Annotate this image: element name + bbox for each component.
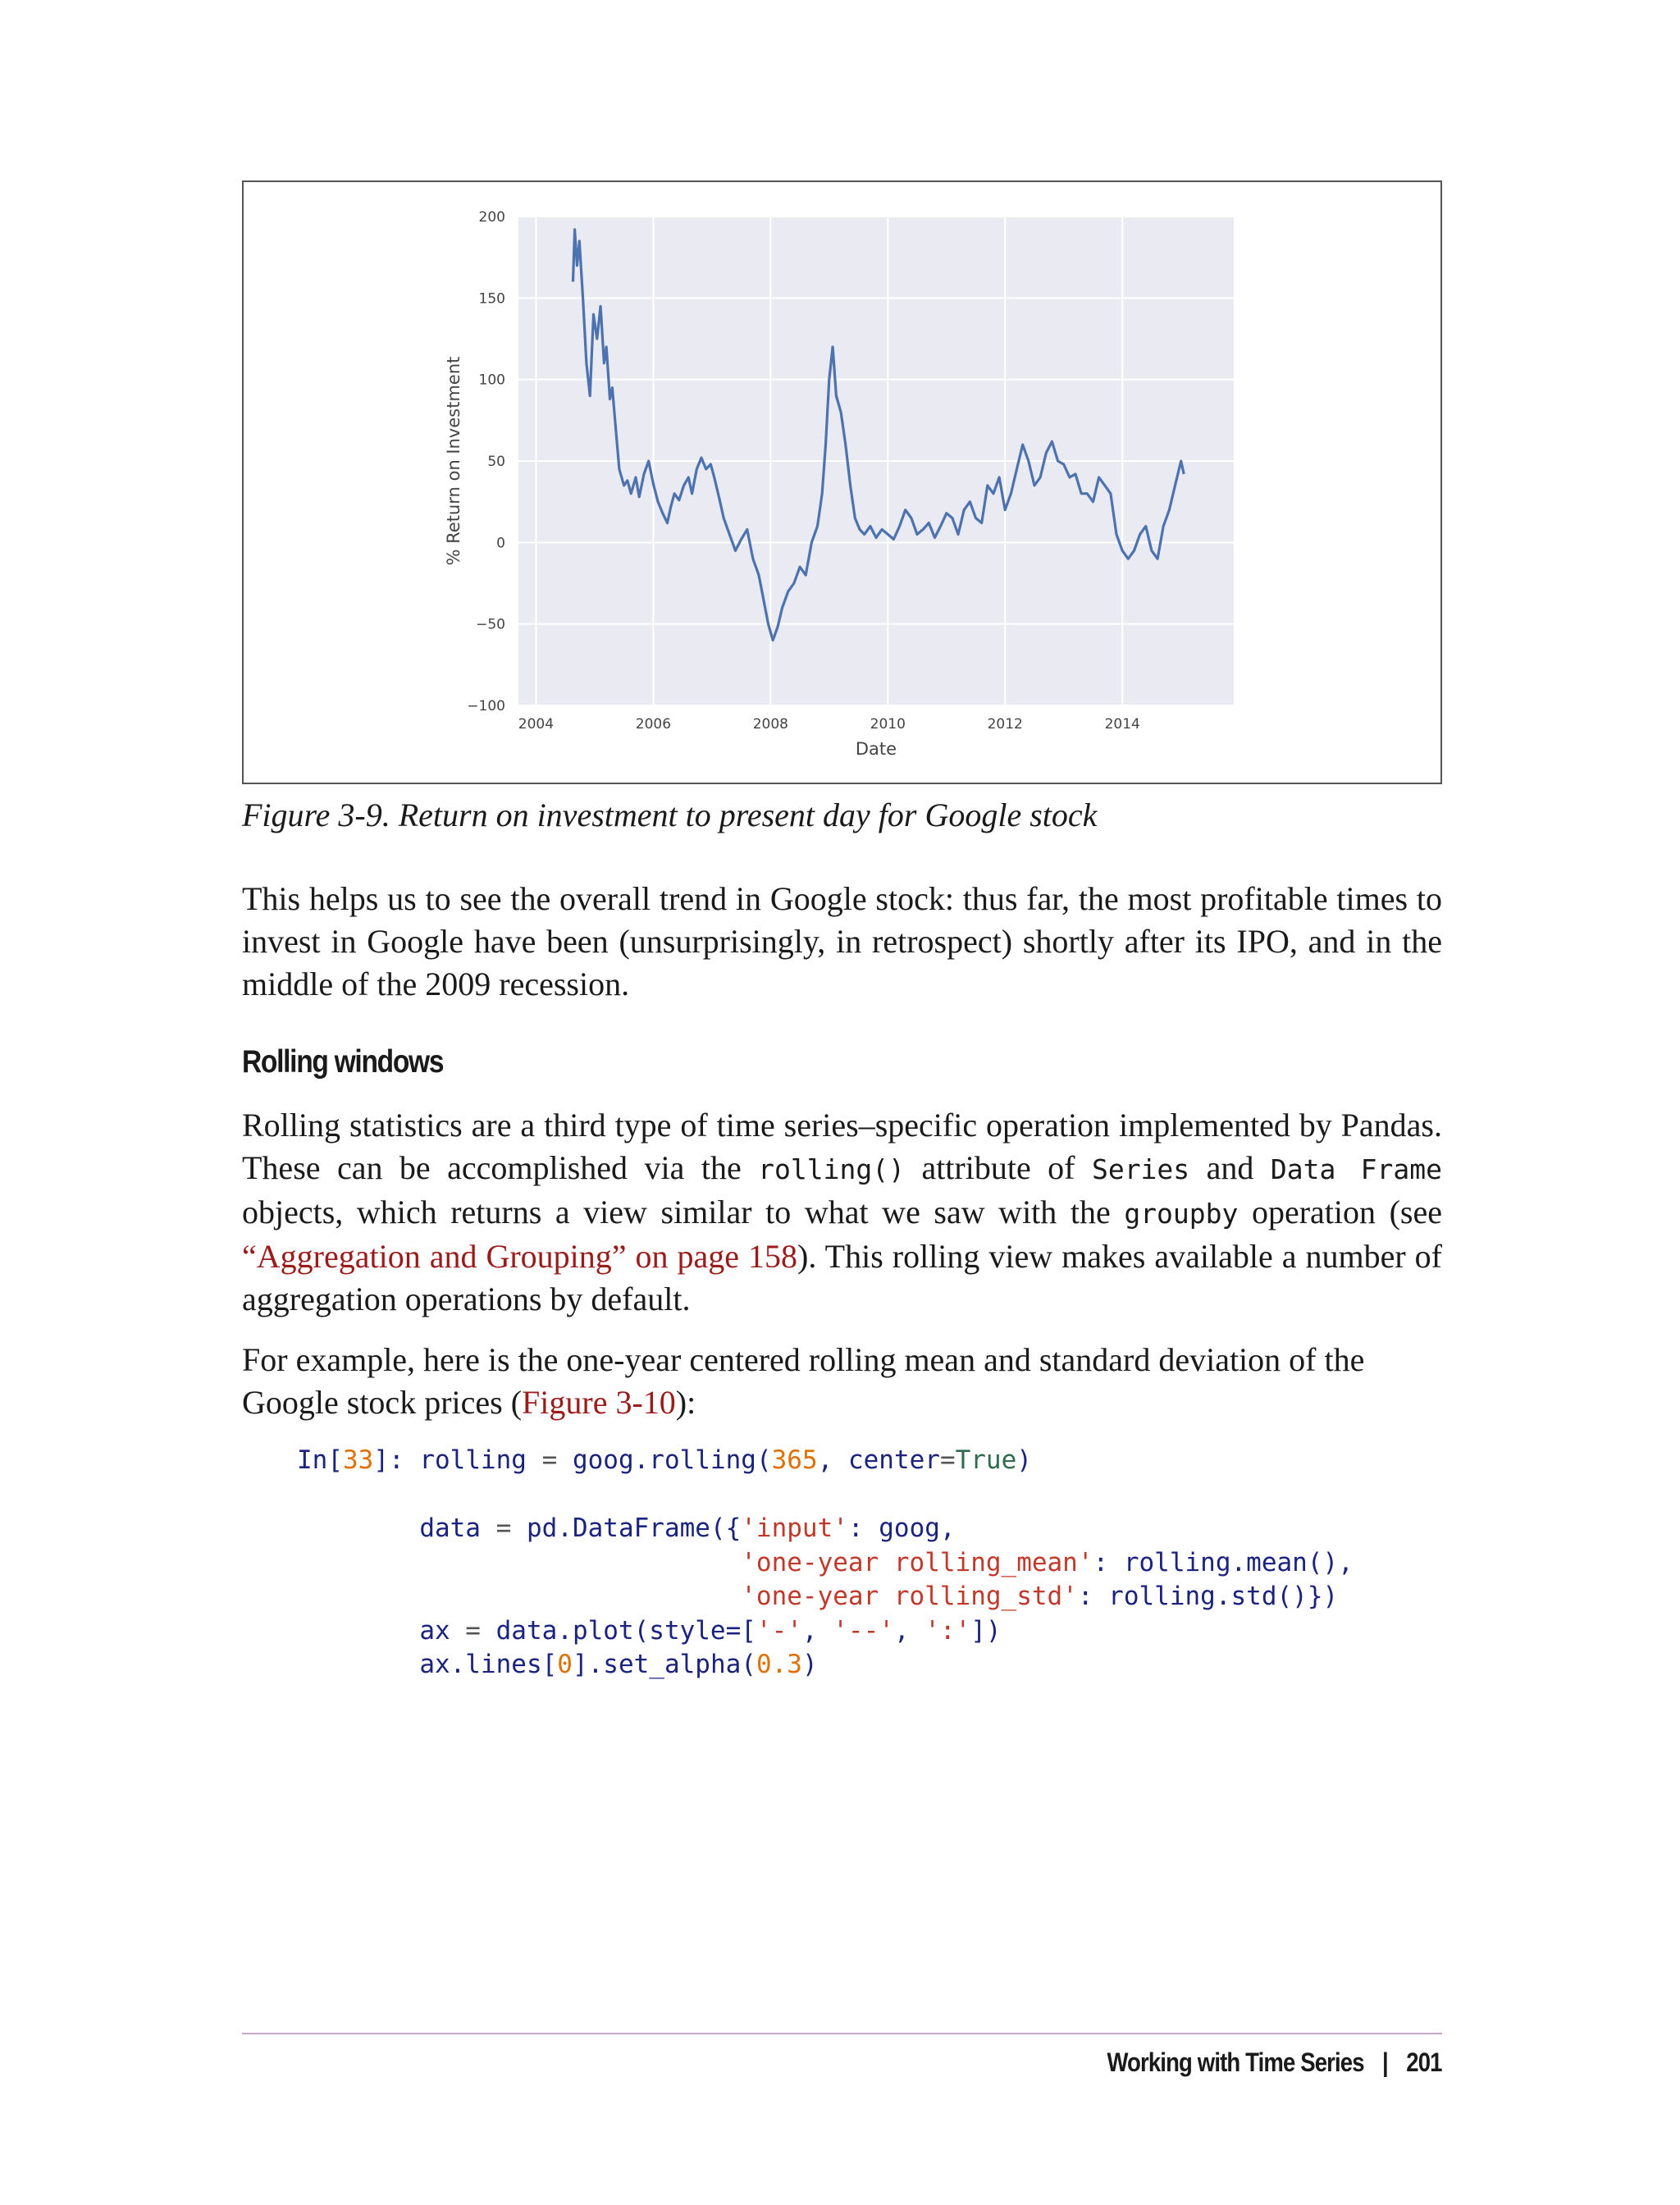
code-rolling: rolling(): [758, 1153, 905, 1185]
code-token: data: [419, 1513, 481, 1543]
code-token: ].set_alpha(: [572, 1650, 756, 1679]
code-token: 0.3: [756, 1650, 802, 1679]
code-token: =: [480, 1513, 527, 1543]
paragraph-2-text-5: operation (see: [1238, 1194, 1442, 1230]
y-tick-labels: [467, 209, 505, 714]
link-aggregation-grouping[interactable]: “Aggregation and Grouping” on page 158: [242, 1238, 798, 1275]
code-token: : goog,: [847, 1513, 956, 1543]
code-token: ]): [970, 1615, 1002, 1646]
footer-separator: |: [1382, 2048, 1389, 2077]
code-indent: [297, 1582, 741, 1611]
page-footer: [1107, 2046, 1442, 2079]
figure-frame: [242, 180, 1442, 784]
code-token: ,: [817, 1445, 848, 1475]
code-token: ): [801, 1650, 818, 1679]
roi-chart: [244, 182, 1440, 783]
figure-caption: Figure 3-9. Return on investment to present day for Google stock: [242, 797, 1098, 833]
code-token: True: [955, 1445, 1017, 1475]
code-token: =: [526, 1445, 573, 1475]
code-token: ':': [924, 1615, 971, 1646]
code-groupby: groupby: [1124, 1198, 1239, 1230]
code-series: Series: [1091, 1153, 1190, 1185]
y-tick-label: 0: [496, 535, 505, 552]
code-line-3: [297, 1548, 1354, 1577]
code-token: 'one-year rolling_std': [741, 1582, 1078, 1611]
code-dataframe: Data Frame: [1270, 1153, 1442, 1185]
code-token: '-': [756, 1615, 802, 1646]
code-line-2: [297, 1513, 956, 1543]
code-token: pd.DataFrame({: [526, 1513, 742, 1543]
paragraph-2-text-2: attribute of: [904, 1149, 1092, 1186]
x-tick-label: 2012: [987, 716, 1023, 733]
page-number: 201: [1406, 2048, 1442, 2077]
y-tick-label: 200: [478, 209, 505, 226]
code-indent: [297, 1513, 419, 1543]
paragraph-3: [242, 1339, 1442, 1424]
section-heading: Rolling windows: [242, 1044, 444, 1080]
code-block: [297, 1444, 1354, 1682]
code-token: data.plot(style=[: [495, 1615, 756, 1646]
x-tick-label: 2010: [870, 716, 906, 733]
paragraph-2-text-1: Rolling statistics are a third type of time series–specific operation implemented by Pandas. These can be accomplished via the: [242, 1107, 1442, 1186]
y-tick-label: −50: [476, 616, 505, 633]
code-token: goog.rolling(: [572, 1445, 772, 1475]
paragraph-3-text-2: ):: [675, 1384, 696, 1421]
x-tick-label: 2006: [635, 716, 672, 733]
code-indent: [297, 1650, 419, 1679]
code-token: ): [1016, 1445, 1032, 1475]
code-line-1: [297, 1445, 1032, 1475]
paragraph-3-text-1: For example, here is the one-year centered rolling mean and standard deviation of the Google stock prices (: [242, 1341, 1365, 1421]
code-token: =: [450, 1615, 496, 1646]
code-token: '--': [833, 1615, 894, 1646]
code-token: ,: [893, 1615, 925, 1646]
x-axis-label: Date: [855, 739, 897, 759]
paragraph-2-text-3: and: [1189, 1149, 1271, 1186]
paragraph-2: [242, 1104, 1442, 1321]
code-token: : rolling.std()}): [1077, 1582, 1339, 1611]
paragraph-1: This helps us to see the overall trend in Google stock: thus far, the most profitable times to invest in Google have been (unsurprisingly, in retrospect) shortly after its IPO, and in the middle of the 2009 recession.: [242, 880, 1442, 1002]
footer-chapter-title: Working with Time Series: [1107, 2048, 1365, 2077]
y-tick-label: 150: [478, 290, 505, 308]
code-token: ax: [419, 1615, 450, 1646]
code-line-5: [297, 1616, 1002, 1646]
y-tick-label: 50: [487, 454, 505, 470]
code-token: 'one-year rolling_mean': [741, 1547, 1093, 1577]
code-indent: [297, 1616, 419, 1646]
code-token: 365: [771, 1445, 818, 1475]
paragraph-2-text-4: objects, which returns a view similar to what we saw with the: [242, 1194, 1125, 1230]
x-tick-label: 2014: [1104, 716, 1140, 733]
paragraph-2-text-6: ). This rolling view makes available a number of aggregation operations by default.: [242, 1238, 1442, 1317]
footer-rule: [242, 2033, 1442, 2034]
link-figure-3-10[interactable]: Figure 3-10: [522, 1384, 676, 1421]
y-axis-label: % Return on Investment: [444, 356, 463, 566]
code-token: 0: [557, 1650, 573, 1679]
code-prompt: In[: [297, 1445, 343, 1475]
code-token: ,: [801, 1615, 833, 1646]
x-tick-labels: [518, 716, 1140, 733]
code-token: center: [847, 1445, 940, 1475]
code-line-6: [297, 1650, 818, 1679]
code-prompt-close: ]:: [373, 1445, 420, 1475]
code-prompt-number: 33: [343, 1445, 374, 1475]
code-indent: [297, 1548, 741, 1577]
y-tick-label: −100: [467, 698, 505, 714]
x-tick-label: 2008: [752, 716, 788, 733]
code-token: rolling: [419, 1445, 527, 1475]
code-token: : rolling.mean(),: [1093, 1547, 1354, 1577]
code-token: ax.lines[: [419, 1650, 558, 1679]
x-tick-label: 2004: [518, 716, 555, 733]
code-line-4: [297, 1582, 1338, 1611]
code-token: 'input': [741, 1513, 848, 1543]
code-token: =: [939, 1445, 956, 1475]
y-tick-label: 100: [478, 372, 505, 389]
